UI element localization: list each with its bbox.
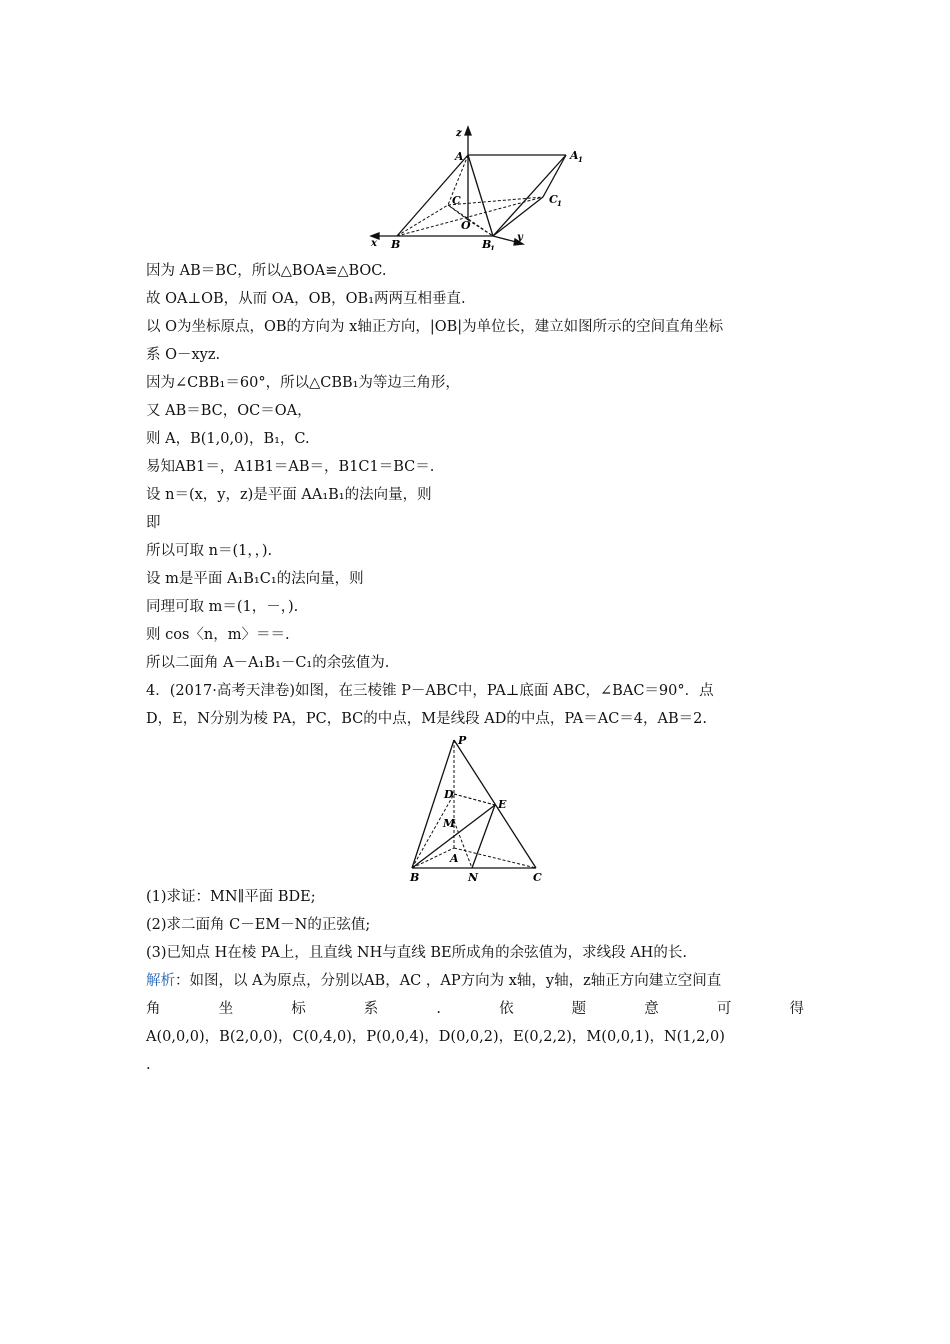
question-2: (2)求二面角 C－EM－N的正弦值; bbox=[146, 917, 371, 933]
label-c1-sub: 1 bbox=[557, 199, 562, 208]
solution-label: 解析 bbox=[146, 973, 175, 989]
text-line-14: 则 cos〈n，m〉＝＝. bbox=[146, 627, 290, 643]
label-p: P bbox=[458, 734, 467, 747]
label-x: x bbox=[371, 238, 377, 249]
text-line-3: 以 O为坐标原点，OB的方向为 x轴正方向，|OB|为单位长，建立如图所示的空间直角坐标 bbox=[146, 319, 724, 335]
label-b1: B bbox=[482, 238, 492, 250]
label-m: M bbox=[443, 817, 456, 830]
solution-line-3: A(0,0,0)，B(2,0,0)，C(0,4,0)，P(0,0,4)，D(0,0,2)，E(0,2,2)，M(0,0,1)，N(1,2,0) bbox=[146, 1029, 725, 1045]
solution-word: . bbox=[436, 1001, 441, 1017]
text-line-7: 则 A，B(1,0,0)，B₁，C. bbox=[146, 431, 310, 447]
solution-word: 得 bbox=[789, 1001, 804, 1017]
tetrahedron-figure bbox=[402, 732, 552, 884]
solution-word: 标 bbox=[291, 1001, 306, 1017]
label-c: C bbox=[533, 871, 542, 884]
problem-4-line-2: D，E，N分别为棱 PA，PC，BC的中点，M是线段 AD的中点，PA＝AC＝4，AB＝2. bbox=[146, 711, 707, 727]
label-b1-sub: 1 bbox=[490, 244, 495, 250]
text-line-9: 设 n＝(x，y，z)是平面 AA₁B₁的法向量，则 bbox=[146, 487, 432, 503]
text-line-6: 又 AB＝BC，OC＝OA， bbox=[146, 403, 312, 419]
solution-line-2 bbox=[146, 999, 804, 1019]
label-a: A bbox=[455, 150, 464, 163]
edge-p-b bbox=[412, 740, 454, 868]
label-b: B bbox=[410, 871, 420, 884]
problem-4-line-1: 4．(2017·高考天津卷)如图，在三棱锥 P－ABC中，PA⊥底面 ABC，∠BAC＝90°．点 bbox=[146, 683, 714, 699]
label-a: A bbox=[450, 852, 459, 865]
text-line-2: 故 OA⊥OB，从而 OA，OB，OB₁两两互相垂直. bbox=[146, 291, 466, 307]
label-e: E bbox=[498, 798, 507, 811]
edge-p-c bbox=[454, 740, 536, 868]
solution-word: 意 bbox=[644, 1001, 659, 1017]
text-line-5: 因为∠CBB₁＝60°，所以△CBB₁为等边三角形， bbox=[146, 375, 460, 391]
label-c1: C bbox=[549, 193, 558, 206]
label-n: N bbox=[468, 871, 479, 884]
label-d: D bbox=[444, 788, 454, 801]
question-1: (1)求证：MN∥平面 BDE; bbox=[146, 889, 316, 905]
label-o: O bbox=[461, 219, 471, 232]
label-b: B bbox=[391, 238, 401, 250]
text-line-8: 易知AB1＝，A1B1＝AB＝，B1C1＝BC＝. bbox=[146, 459, 435, 475]
z-axis-arrow bbox=[465, 127, 471, 135]
label-z: z bbox=[456, 128, 462, 139]
text-line-12: 设 m是平面 A₁B₁C₁的法向量，则 bbox=[146, 571, 364, 587]
solution-word: 坐 bbox=[218, 1001, 234, 1017]
solution-word: 可 bbox=[716, 1001, 732, 1017]
question-3: (3)已知点 H在棱 PA上，且直线 NH与直线 BE所成角的余弦值为，求线段 AH的长. bbox=[146, 945, 687, 961]
label-y: y bbox=[517, 232, 523, 243]
edge-c1-b1 bbox=[493, 197, 543, 236]
label-a1-sub: 1 bbox=[578, 155, 583, 164]
label-c: C bbox=[452, 194, 461, 207]
text-line-1: 因为 AB＝BC，所以△BOA≌△BOC. bbox=[146, 263, 387, 279]
text-line-15: 所以二面角 A－A₁B₁－C₁的余弦值为. bbox=[146, 655, 390, 671]
solution-line-1 bbox=[146, 971, 721, 991]
edge-a-b1 bbox=[468, 155, 493, 236]
text-line-10: 即 bbox=[146, 515, 161, 531]
solution-line-4: . bbox=[146, 1057, 151, 1073]
text-line-13: 同理可取 m＝(1，－，). bbox=[146, 599, 299, 615]
text-line-4: 系 O－xyz. bbox=[146, 347, 221, 363]
prism-figure bbox=[360, 124, 600, 250]
text-line-11: 所以可取 n＝(1，，). bbox=[146, 543, 273, 559]
solution-word: 题 bbox=[571, 1001, 587, 1017]
solution-word: 角 bbox=[146, 1001, 161, 1017]
solution-word: 系 bbox=[363, 1001, 379, 1017]
solution-word: 依 bbox=[499, 1001, 514, 1017]
solution-text-1: ：如图，以 A为原点，分别以AB，AC ，AP方向为 x轴，y轴，z轴正方向建立空间直 bbox=[175, 973, 722, 989]
label-a1: A bbox=[570, 149, 579, 162]
